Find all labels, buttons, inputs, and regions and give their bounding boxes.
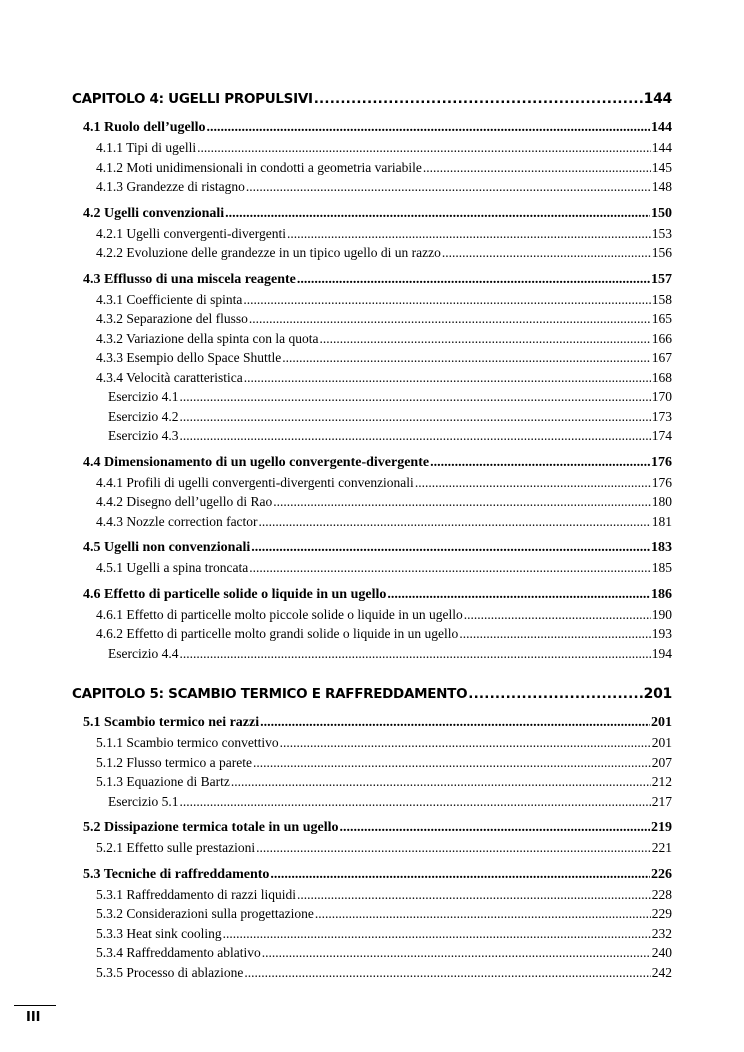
toc-section-row[interactable] [72,538,672,558]
toc-section-row[interactable] [72,865,672,885]
toc-page-number: 240 [651,945,672,960]
dot-leader [468,683,642,705]
toc-page-number: 190 [651,606,672,622]
dot-leader [387,585,650,605]
dot-leader [249,309,651,329]
toc-page-number: 145 [651,159,672,175]
toc-ex-row[interactable] [72,387,672,407]
toc-page-number: 144 [651,140,672,155]
toc-chapter-row[interactable] [72,683,672,705]
toc-section-row[interactable] [72,118,672,138]
chapter-title: UGELLI PROPULSIVI [168,91,313,107]
toc-entry-title: 5.2.1 Effetto sulle prestazioni [96,840,256,855]
dot-leader [260,713,650,733]
dot-leader [270,865,650,885]
toc-entry-title: 4.3.1 Coefficiente di spinta [96,291,243,307]
dot-leader [282,348,651,368]
dot-leader [287,224,651,244]
dot-leader [179,644,650,664]
dot-leader [464,605,651,625]
toc-entry-title: 4.1 Ruolo dell’ugello [83,120,206,135]
toc-section-row[interactable] [72,453,672,473]
dot-leader [314,88,643,110]
toc-ex-row[interactable] [72,644,672,664]
toc-ex-row[interactable] [72,792,672,812]
dot-leader [231,772,651,792]
toc-ex-row[interactable] [72,426,672,446]
toc-page-number: 144 [643,91,672,107]
toc-chapter-row[interactable] [72,88,672,110]
toc-sub-row[interactable] [72,838,672,858]
dot-leader [246,177,651,197]
toc-sub-row[interactable] [72,624,672,644]
toc-entry-title: 4.3.2 Variazione della spinta con la quota [96,330,319,346]
toc-sub-row[interactable] [72,348,672,368]
toc-entry-title: 4.1.2 Moti unidimensionali in condotti a geometria variabile [96,159,422,175]
toc-sub-row[interactable] [72,558,672,578]
toc-sub-row[interactable] [72,473,672,493]
toc-entry-title: 5.2 Dissipazione termica totale in un ugello [83,820,339,835]
toc-page-number: 181 [651,513,672,529]
toc-entry-title: 5.3.3 Heat sink cooling [96,925,222,941]
toc-page-number: 167 [651,350,672,365]
toc-sub-row[interactable] [72,243,672,263]
toc-sub-row[interactable] [72,309,672,329]
toc-page-number: 144 [651,120,672,135]
dot-leader [244,963,650,983]
dot-leader [259,512,651,532]
toc-entry-title: 5.3 Tecniche di raffreddamento [83,866,270,882]
chapter-prefix: CAPITOLO 4: [72,91,169,107]
toc-page-number: 219 [651,820,672,835]
toc-page-number: 221 [651,840,672,855]
toc-section-row[interactable] [72,818,672,838]
chapter-prefix: CAPITOLO 5: [72,686,169,702]
toc-entry-title: Esercizio 4.4 [108,645,179,661]
toc-page-number: 156 [651,245,672,260]
toc-page-number: 176 [651,474,672,490]
toc-entry-title: 4.4.1 Profili di ugelli convergenti-divergenti convenzionali [96,474,414,490]
toc-entry-title: 4.1.3 Grandezze di ristagno [96,179,245,194]
toc-page-number: 158 [651,291,672,307]
dot-leader [459,624,650,644]
dot-leader [223,924,651,944]
toc-page-number: 201 [643,686,672,702]
toc-page-number: 229 [651,906,672,921]
dot-leader [225,204,650,224]
toc-entry-title: 4.4.2 Disegno dell’ugello di Rao [96,494,273,509]
toc-entry-title: Esercizio 4.3 [108,428,179,443]
toc-entry-title: 5.1.3 Equazione di Bartz [96,774,230,789]
toc-sub-row[interactable] [72,924,672,944]
dot-leader [179,426,650,446]
toc-sub-row[interactable] [72,512,672,532]
toc-page-number: 201 [651,715,672,730]
toc-entry-title: 4.3.4 Velocità caratteristica [96,369,243,385]
toc-entry-title [72,683,467,705]
dot-leader [273,492,651,512]
dot-leader [256,838,651,858]
toc-page-number: 228 [651,886,672,902]
toc-section-row[interactable] [72,585,672,605]
toc-sub-row[interactable] [72,290,672,310]
toc-page-number: 185 [651,560,672,575]
toc-entry-title [72,88,313,110]
toc-page-number: 176 [651,454,672,470]
dot-leader [423,158,651,178]
toc-entry-title: 4.3.3 Esempio dello Space Shuttle [96,350,282,365]
dot-leader [297,270,650,290]
toc-entry-title: 5.1 Scambio termico nei razzi [83,715,260,730]
toc-page-number: 165 [651,311,672,326]
toc-sub-row[interactable] [72,492,672,512]
dot-leader [243,290,650,310]
toc-entry-title: 5.3.1 Raffreddamento di razzi liquidi [96,886,296,902]
page-number: III [26,1010,41,1025]
toc-entry-title: 4.2.2 Evoluzione delle grandezze in un tipico ugello di un razzo [96,245,441,260]
toc-section-row[interactable] [72,204,672,224]
toc-page-number: 212 [651,774,672,789]
dot-leader [442,243,651,263]
toc-sub-row[interactable] [72,605,672,625]
toc-entry-title: 5.3.5 Processo di ablazione [96,964,244,980]
toc-entry-title: 4.6.1 Effetto di particelle molto piccole solide o liquide in un ugello [96,606,463,622]
dot-leader [179,387,650,407]
toc-sub-row[interactable] [72,224,672,244]
toc-entry-title: 4.5.1 Ugelli a spina troncata [96,560,249,575]
toc-page-number: 157 [651,271,672,287]
toc-page-number: 173 [651,408,672,424]
dot-leader [262,943,651,963]
toc-entry-title: Esercizio 4.1 [108,389,179,404]
footer-rule [14,1005,56,1006]
toc-entry-title: 5.1.2 Flusso termico a parete [96,754,252,770]
toc-sub-row[interactable] [72,753,672,773]
chapter-gap [72,663,672,683]
toc-sub-row[interactable] [72,368,672,388]
toc-entry-title: 4.4.3 Nozzle correction factor [96,513,258,529]
dot-leader [340,818,651,838]
toc-entry-title: 5.1.1 Scambio termico convettivo [96,735,279,750]
toc-page-number: 170 [651,389,672,404]
chapter-title: SCAMBIO TERMICO E RAFFREDDAMENTO [168,686,468,702]
toc-sub-row[interactable] [72,943,672,963]
toc-page-number: 194 [651,645,672,661]
dot-leader [415,473,651,493]
toc-entry-title: 5.3.2 Considerazioni sulla progettazione [96,906,314,921]
toc-page-number: 217 [651,793,672,809]
dot-leader [207,118,650,138]
table-of-contents [72,88,672,982]
toc-page-number: 183 [651,540,672,555]
dot-leader [315,904,651,924]
dot-leader [319,329,650,349]
toc-page-number: 153 [651,225,672,241]
toc-entry-title: 4.1.1 Tipi di ugelli [96,140,197,155]
dot-leader [197,138,651,158]
toc-page-number: 166 [651,330,672,346]
toc-page-number: 201 [651,735,672,750]
toc-page-number: 226 [651,866,672,882]
toc-entry-title: 4.2.1 Ugelli convergenti-divergenti [96,225,286,241]
toc-sub-row[interactable] [72,158,672,178]
dot-leader [280,733,651,753]
toc-page-number: 242 [651,964,672,980]
toc-sub-row[interactable] [72,963,672,983]
toc-entry-title: 4.2 Ugelli convenzionali [83,205,225,221]
toc-entry-title: Esercizio 5.1 [108,793,179,809]
toc-page-number: 168 [651,369,672,385]
dot-leader [249,558,651,578]
toc-entry-title: 5.3.4 Raffreddamento ablativo [96,945,261,960]
toc-entry-title: 4.6 Effetto di particelle solide o liquide in un ugello [83,586,387,602]
toc-entry-title: 4.5 Ugelli non convenzionali [83,540,251,555]
dot-leader [253,753,651,773]
toc-page-number: 207 [651,754,672,770]
toc-entry-title: 4.4 Dimensionamento di un ugello convergente-divergente [83,454,430,470]
toc-entry-title: 4.6.2 Effetto di particelle molto grandi solide o liquide in un ugello [96,626,459,641]
toc-section-row[interactable] [72,270,672,290]
dot-leader [297,885,651,905]
toc-page-number: 174 [651,428,672,443]
toc-page-number: 150 [651,205,672,221]
toc-entry-title: Esercizio 4.2 [108,408,179,424]
toc-sub-row[interactable] [72,329,672,349]
toc-ex-row[interactable] [72,407,672,427]
toc-page-number: 232 [651,925,672,941]
toc-entry-title: 4.3 Efflusso di una miscela reagente [83,271,296,287]
dot-leader [244,368,651,388]
toc-page-number: 148 [651,179,672,194]
dot-leader [179,792,650,812]
toc-page-number: 193 [651,626,672,641]
dot-leader [179,407,650,427]
dot-leader [251,538,650,558]
toc-sub-row[interactable] [72,177,672,197]
toc-sub-row[interactable] [72,904,672,924]
toc-entry-title: 4.3.2 Separazione del flusso [96,311,248,326]
dot-leader [430,453,650,473]
toc-sub-row[interactable] [72,885,672,905]
toc-sub-row[interactable] [72,733,672,753]
toc-page-number: 180 [651,494,672,509]
toc-page-number: 186 [651,586,672,602]
toc-sub-row[interactable] [72,138,672,158]
toc-section-row[interactable] [72,713,672,733]
toc-sub-row[interactable] [72,772,672,792]
